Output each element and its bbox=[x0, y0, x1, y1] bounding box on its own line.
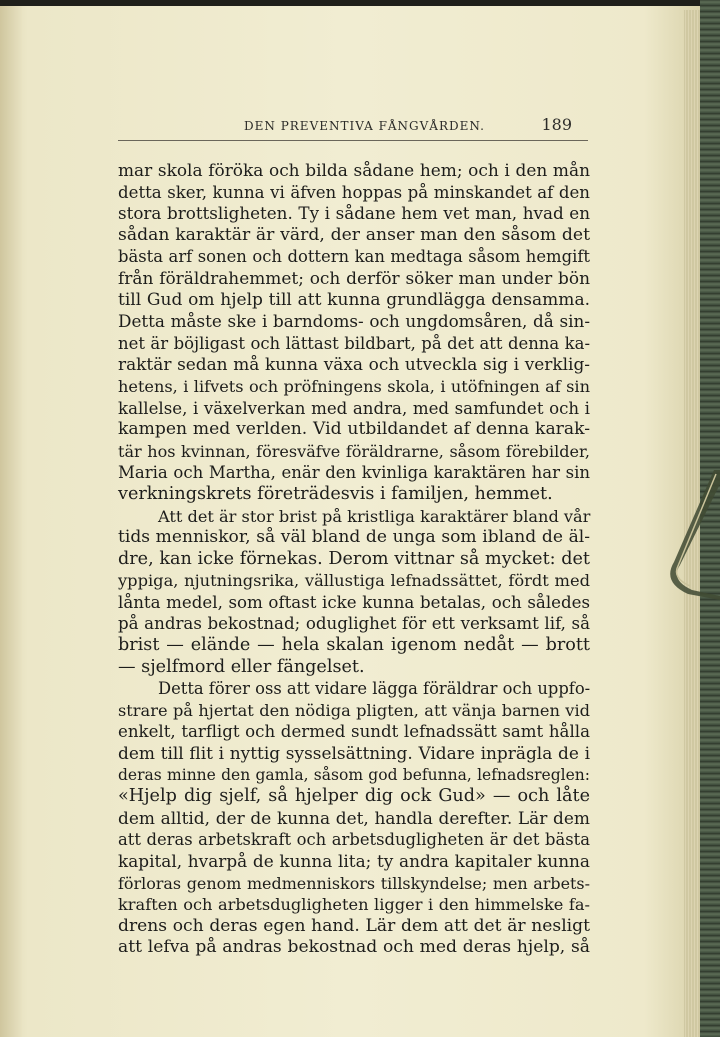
text-line: tär hos kvinnan, föresväfve föräldrarne, såsom förebilder, bbox=[118, 441, 590, 461]
text-line: att lefva på andras bekostnad och med deras hjelp, så bbox=[118, 937, 590, 958]
text-line: dem alltid, der de kunna det, handla derefter. Lär dem bbox=[118, 807, 590, 828]
bookmark-ribbon-icon bbox=[662, 470, 720, 600]
text-line: Detta måste ske i barndoms- och ungdomsåren, då sin- bbox=[118, 311, 590, 332]
text-line: lånta medel, som oftast icke kunna betalas, och således bbox=[118, 592, 590, 612]
text-line: yppiga, njutningsrika, vällustiga lefnadssättet, fördt med bbox=[118, 571, 590, 591]
text-line: stora brottsligheten. Ty i sådane hem vet man, hvad en bbox=[118, 203, 590, 224]
text-line: kampen med verlden. Vid utbildandet af denna karak- bbox=[118, 419, 590, 440]
text-line: deras minne den gamla, såsom god befunna, lefnadsreglen: bbox=[118, 765, 590, 784]
paragraph-start-line: Detta förer oss att vidare lägga föräldrar och uppfo- bbox=[158, 679, 591, 699]
text-line: hetens, i lifvets och pröfningens skola, i utöfningen af sin bbox=[118, 376, 590, 396]
text-line: tids menniskor, så väl bland de unga som ibland de äl- bbox=[118, 527, 590, 548]
text-line: förloras genom medmenniskors tillskyndelse; men arbets- bbox=[118, 873, 590, 893]
text-line: enkelt, tarfligt och dermed sundt lefnadssätt samt hålla bbox=[118, 722, 590, 742]
running-head bbox=[244, 117, 574, 137]
header-rule bbox=[118, 140, 588, 141]
text-line: verkningskrets företrädesvis i familjen, hemmet. bbox=[118, 483, 553, 504]
text-line: kallelse, i växelverkan med andra, med samfundet och i bbox=[118, 398, 590, 418]
text-line: kapital, hvarpå de kunna lita; ty andra kapitaler kunna bbox=[118, 851, 590, 871]
body-text bbox=[118, 160, 590, 959]
text-line: mar skola föröka och bilda sådane hem; och i den mån bbox=[118, 160, 590, 180]
text-line: drens och deras egen hand. Lär dem att det är nesligt bbox=[118, 915, 590, 936]
text-line: brist — elände — hela skalan igenom nedåt — brott bbox=[118, 635, 590, 656]
text-line: sådan karaktär är värd, der anser man den såsom det bbox=[118, 224, 590, 245]
text-line: raktär sedan må kunna växa och utveckla sig i verklig- bbox=[118, 354, 590, 375]
page-number: 189 bbox=[541, 115, 572, 134]
text-line: «Hjelp dig sjelf, så hjelper dig ock Gud» — och låte bbox=[118, 786, 590, 807]
text-line: till Gud om hjelp till att kunna grundlägga densamma. bbox=[118, 289, 590, 310]
text-line: dem till flit i nyttig sysselsättning. Vidare inprägla de i bbox=[118, 743, 590, 764]
text-line: net är böjligast och lättast bildbart, på det att denna ka- bbox=[118, 333, 590, 353]
page-gutter bbox=[0, 6, 22, 1037]
text-line: kraften och arbetsdugligheten ligger i den himmelske fa- bbox=[118, 895, 590, 915]
paragraph-start-line: Att det är stor brist på kristliga karaktärer bland vår bbox=[158, 506, 591, 526]
text-line: på andras bekostnad; oduglighet för ett verksamt lif, så bbox=[118, 614, 590, 634]
text-line: bästa arf sonen och dottern kan medtaga såsom hemgift bbox=[118, 247, 590, 267]
text-line: strare på hjertat den nödiga pligten, att vänja barnen vid bbox=[118, 700, 590, 720]
text-line: detta sker, kunna vi äfven hoppas på minskandet af den bbox=[118, 182, 590, 202]
text-line: att deras arbetskraft och arbetsdugligheten är det bästa bbox=[118, 830, 590, 850]
running-title: DEN PREVENTIVA FÅNGVÅRDEN. bbox=[244, 119, 485, 133]
text-line: dre, kan icke förnekas. Derom vittnar så mycket: det bbox=[118, 548, 590, 569]
text-line: — sjelfmord eller fängelset. bbox=[118, 656, 365, 677]
text-line: Maria och Martha, enär den kvinliga karaktären har sin bbox=[118, 463, 590, 483]
text-line: från föräldrahemmet; och derför söker man under bön bbox=[118, 267, 590, 288]
